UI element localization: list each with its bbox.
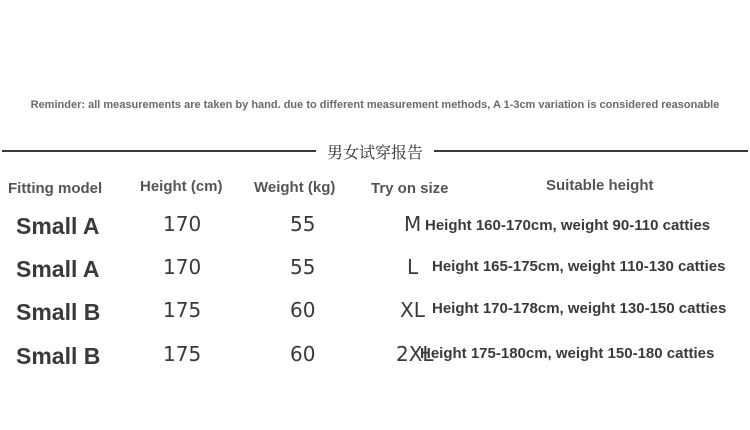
height-cell: 170 (163, 212, 202, 236)
model-cell: Small A (16, 256, 100, 282)
section-title: 男女试穿报告 (326, 143, 423, 162)
header-height: Height (cm) (140, 178, 223, 195)
header-try-on-size: Try on size (371, 180, 449, 197)
header-fitting-model: Fitting model (8, 180, 103, 197)
suitable-cell: Height 165-175cm, weight 110-130 catties (432, 258, 726, 275)
divider-left (2, 150, 316, 152)
model-cell: Small B (16, 299, 101, 325)
model-cell: Small B (16, 343, 101, 369)
divider-right (434, 150, 748, 152)
header-suitable-height: Suitable height (546, 177, 654, 194)
suitable-cell: Height 175-180cm, weight 150-180 catties (420, 345, 715, 362)
height-cell: 170 (163, 255, 202, 279)
weight-cell: 60 (290, 298, 316, 322)
height-cell: 175 (163, 342, 202, 366)
height-cell: 175 (163, 298, 202, 322)
weight-cell: 55 (290, 212, 316, 236)
suitable-cell: Height 170-178cm, weight 130-150 catties (432, 300, 727, 317)
model-cell: Small A (16, 213, 100, 239)
size-cell: M (404, 212, 422, 236)
weight-cell: 60 (290, 342, 316, 366)
header-weight: Weight (kg) (254, 179, 336, 196)
size-cell: 2XL (396, 342, 434, 366)
weight-cell: 55 (290, 255, 316, 279)
suitable-cell: Height 160-170cm, weight 90-110 catties (425, 217, 711, 234)
size-cell: XL (400, 298, 425, 322)
size-cell: L (407, 255, 419, 279)
reminder-text: Reminder: all measurements are taken by hand. due to different measurement methods, A 1-3cm variation is considered reasonable (30, 99, 720, 111)
